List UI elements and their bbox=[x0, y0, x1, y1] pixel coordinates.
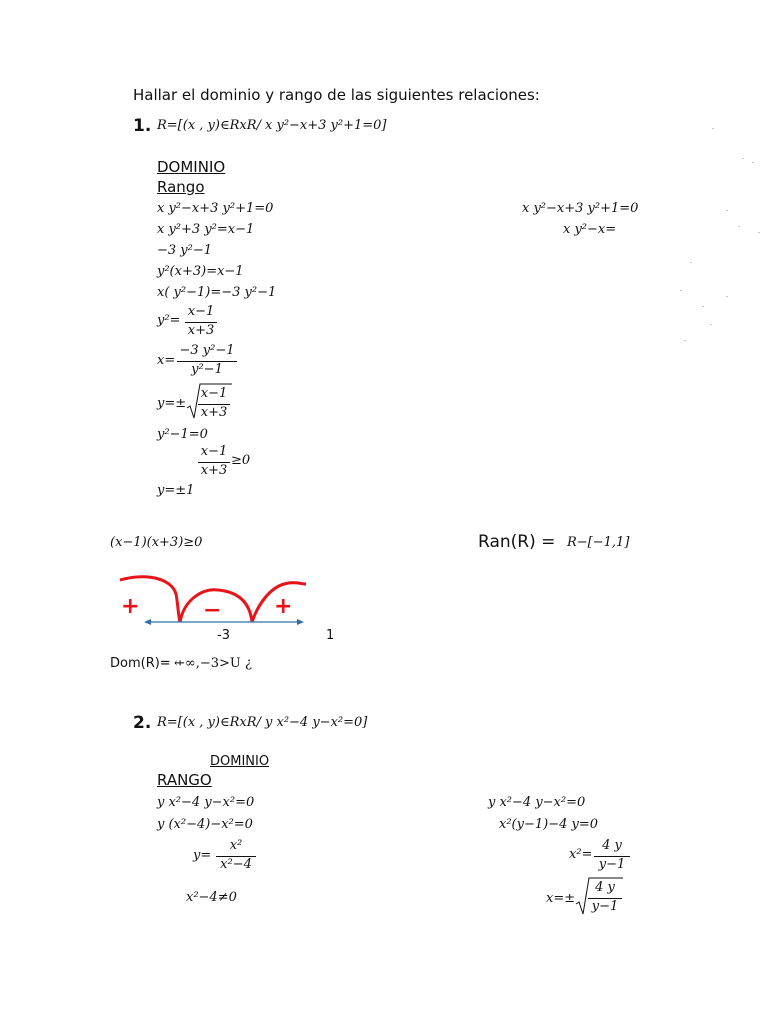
tick-label-neg3: -3 bbox=[217, 628, 230, 643]
p1-frac-sqrt-num: x−1 bbox=[200, 386, 228, 401]
tick-label-1: 1 bbox=[326, 628, 335, 643]
rango-heading-2: RANGO bbox=[157, 771, 212, 789]
p1-step-11: y=±1 bbox=[157, 483, 195, 498]
p1-ineq-rhs: ≥0 bbox=[231, 453, 251, 468]
p1-frac-sqrt-den: x+3 bbox=[200, 405, 228, 420]
p1-step-5: x( y²−1)=−3 y²−1 bbox=[157, 285, 277, 300]
p1-step-2: x y²+3 y²=x−1 bbox=[157, 222, 255, 237]
sign-minus: − bbox=[203, 598, 222, 623]
range-value: R−[−1,1] bbox=[567, 535, 630, 550]
p1-frac-y2-den: x+3 bbox=[187, 323, 215, 338]
p1-step-7-lhs: x= bbox=[157, 353, 176, 368]
p1-step-6-lhs: y²= bbox=[157, 313, 181, 328]
dominio-heading-1: DOMINIO bbox=[157, 158, 226, 176]
domain-label: Dom(R)= bbox=[110, 656, 171, 671]
domain-value: ⇷∞,−3>U ¿ bbox=[174, 656, 252, 671]
p1-frac-x-den: y²−1 bbox=[191, 362, 223, 377]
p2-step-3-lhs: y= bbox=[193, 848, 212, 863]
p1-frac-x-num: −3 y²−1 bbox=[179, 343, 235, 358]
p2-step-2: y (x²−4)−x²=0 bbox=[157, 817, 253, 832]
sign-plus-right: + bbox=[274, 594, 293, 619]
problem-2-number: 2. bbox=[133, 713, 152, 733]
problem-1-number: 1. bbox=[133, 116, 152, 136]
p2-frac-y-den: x²−4 bbox=[220, 857, 252, 872]
range-label: Ran(R) = bbox=[478, 532, 556, 552]
p1-step-1: x y²−x+3 y²+1=0 bbox=[157, 201, 274, 216]
p2-right-step-4-lhs: x=± bbox=[546, 891, 576, 906]
rango-heading-1: Rango bbox=[157, 178, 205, 196]
problem-2-relation: R=[(x , y)∈RxR/ y x²−4 y−x²=0] bbox=[157, 715, 368, 730]
p2-right-step-1: y x²−4 y−x²=0 bbox=[488, 795, 586, 810]
p2-frac-x2-den: y−1 bbox=[598, 857, 626, 872]
p1-step-9: y²−1=0 bbox=[157, 427, 208, 442]
page-title: Hallar el dominio y rango de las siguientes relaciones: bbox=[133, 86, 540, 104]
p1-step-4: y²(x+3)=x−1 bbox=[157, 264, 244, 279]
problem-1-relation: R=[(x , y)∈RxR/ x y²−x+3 y²+1=0] bbox=[157, 118, 387, 133]
p2-frac-xsqrt-num: 4 y bbox=[595, 880, 615, 895]
p1-frac-y2-num: x−1 bbox=[187, 304, 215, 319]
p1-frac-ineq-num: x−1 bbox=[200, 444, 228, 459]
p1-right-step-1: x y²−x+3 y²+1=0 bbox=[522, 201, 639, 216]
p1-step-8-lhs: y=± bbox=[157, 396, 187, 411]
dominio-heading-2: DOMINIO bbox=[210, 754, 270, 769]
sign-plus-left: + bbox=[121, 594, 140, 619]
p2-frac-y-num: x² bbox=[229, 838, 243, 853]
p2-right-step-3-lhs: x²= bbox=[569, 847, 593, 862]
p2-right-step-2: x²(y−1)−4 y=0 bbox=[499, 817, 598, 832]
p2-step-4: x²−4≠0 bbox=[186, 890, 237, 905]
p2-frac-x2-num: 4 y bbox=[602, 838, 622, 853]
p1-inequality: (x−1)(x+3)≥0 bbox=[110, 535, 203, 550]
p2-step-1: y x²−4 y−x²=0 bbox=[157, 795, 255, 810]
p1-step-3: −3 y²−1 bbox=[157, 243, 213, 258]
p1-frac-ineq-den: x+3 bbox=[200, 463, 228, 478]
p1-right-step-2: x y²−x= bbox=[563, 222, 617, 237]
p2-frac-xsqrt-den: y−1 bbox=[591, 899, 619, 914]
